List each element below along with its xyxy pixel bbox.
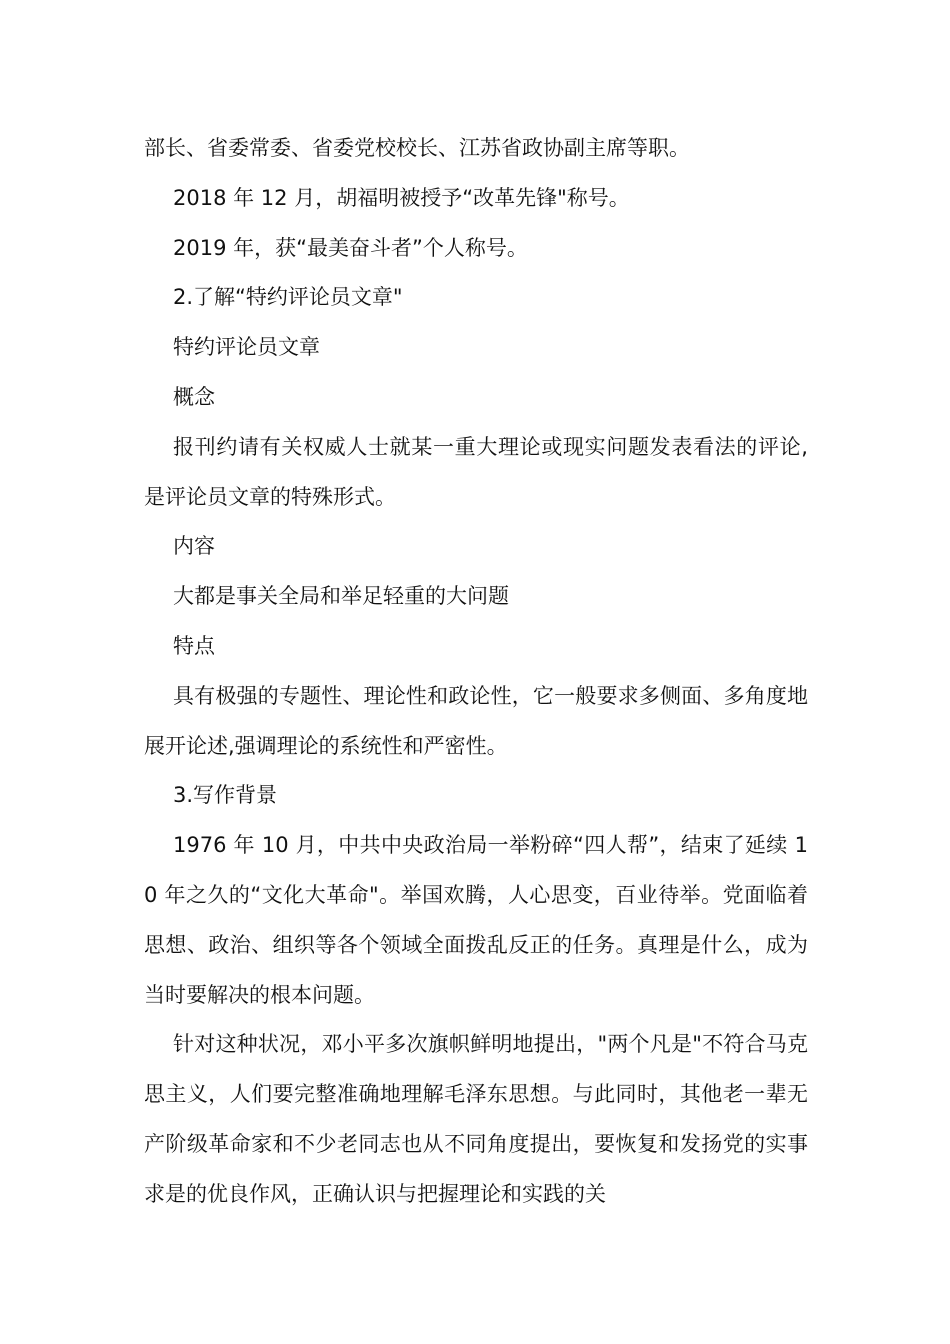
document-body <box>144 124 808 1220</box>
section-heading-3: 3.写作背景 <box>173 783 278 808</box>
paragraph-1: 部长、省委常委、省委党校校长、江苏省政协副主席等职。 <box>144 136 690 160</box>
paragraph-response: 针对这种状况，邓小平多次旗帜鲜明地提出，"两个凡是"不符合马克思主义，人们要完整准确地理解毛泽东思想。与此同时，其他老一辈无产阶级革命家和不少老同志也从不同角度提出，要恢复和发扬党的实事求是的优良作风，正确认识与把握理论和实践的关 <box>144 1032 808 1206</box>
section-heading-2: 2.了解“特约评论员文章" <box>173 285 403 310</box>
subheading-content: 内容 <box>173 534 215 559</box>
paragraph-2: 2018 年 12 月，胡福明被授予“改革先锋"称号。 <box>173 185 630 210</box>
paragraph-content: 大都是事关全局和举足轻重的大问题 <box>173 584 509 609</box>
subheading-concept: 概念 <box>173 384 215 409</box>
subheading-term: 特约评论员文章 <box>173 335 320 360</box>
paragraph-concept: 报刊约请有关权威人士就某一重大理论或现实问题发表看法的评论,是评论员文章的特殊形式。 <box>144 434 808 509</box>
paragraph-3: 2019 年，获“最美奋斗者”个人称号。 <box>173 235 528 260</box>
subheading-features: 特点 <box>173 633 215 658</box>
paragraph-background: 1976 年 10 月，中共中央政治局一举粉碎“四人帮”，结束了延续 10 年之久的“文化大革命"。举国欢腾，人心思变，百业待举。党面临着思想、政治、组织等各个领域全面拨乱反正的任务。真理是什么，成为当时要解决的根本问题。 <box>144 833 808 1007</box>
paragraph-features: 具有极强的专题性、理论性和政论性，它一般要求多侧面、多角度地展开论述,强调理论的系统性和严密性。 <box>144 683 808 758</box>
